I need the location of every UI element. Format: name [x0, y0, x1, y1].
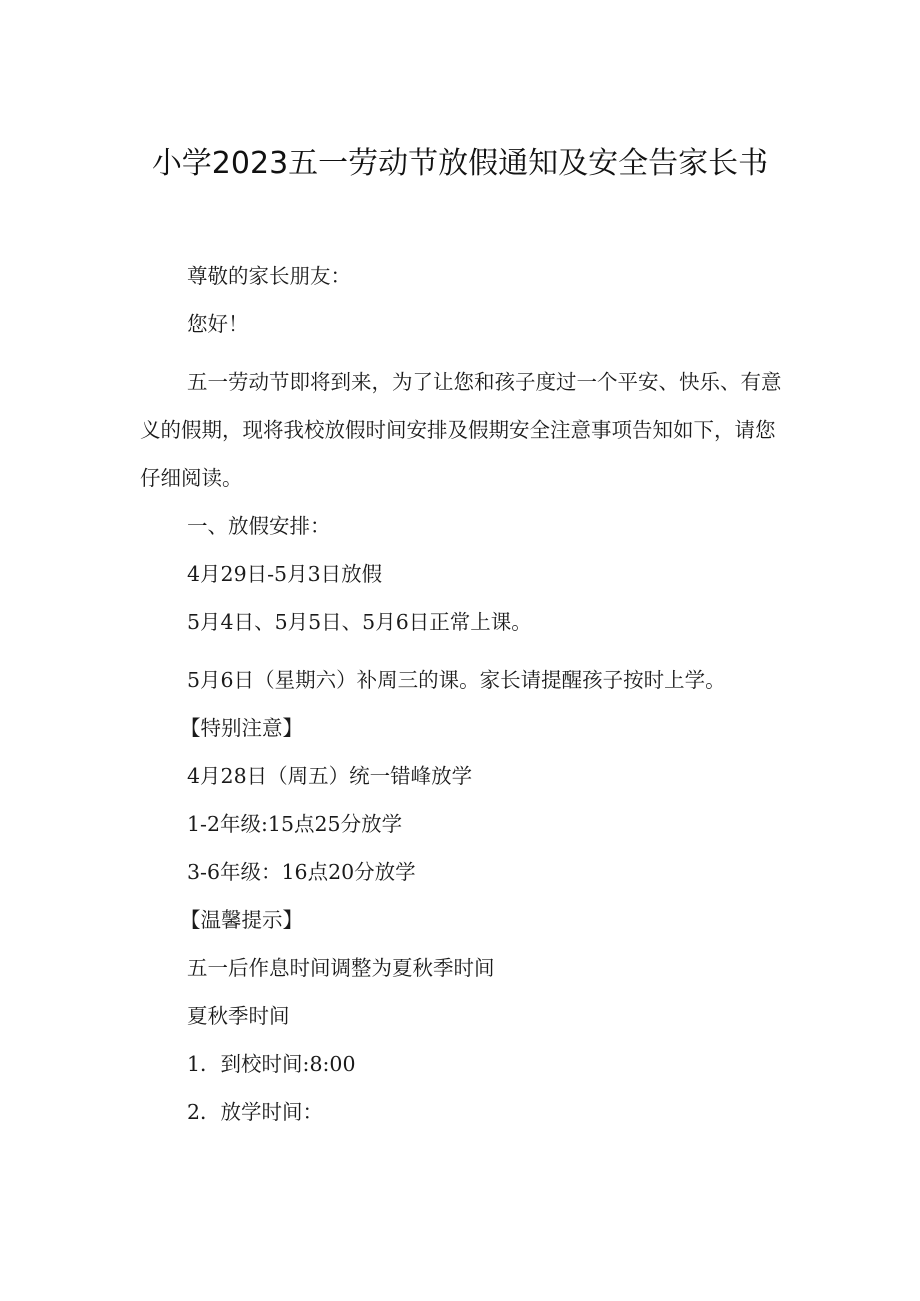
grade-1-2-dismissal: 1-2年级:15点25分放学: [187, 812, 403, 836]
special-notice-heading: 【特别注意】: [180, 716, 303, 740]
grade-3-6-dismissal: 3-6年级：16点20分放学: [187, 860, 416, 884]
holiday-dates: 4月29日-5月3日放假: [187, 562, 383, 586]
schedule-change-note: 五一后作息时间调整为夏秋季时间: [187, 956, 495, 980]
arrival-time: 1．到校时间:8:00: [187, 1052, 356, 1076]
document-body: [140, 262, 788, 1146]
summer-autumn-schedule: 夏秋季时间: [187, 1004, 290, 1028]
reminder-heading: 【温馨提示】: [180, 908, 303, 932]
makeup-class-note: 5月6日（星期六）补周三的课。家长请提醒孩子按时上学。: [187, 668, 726, 692]
greeting: 您好！: [187, 312, 249, 336]
salutation: 尊敬的家长朋友：: [187, 264, 351, 288]
document-title: 小学2023五一劳动节放假通知及安全告家长书: [151, 146, 769, 181]
normal-class-dates: 5月4日、5月5日、5月6日正常上课。: [187, 610, 532, 634]
intro-paragraph: 五一劳动节即将到来，为了让您和孩子度过一个平安、快乐、有意义的假期，现将我校放假时间安排及假期安全注意事项告知如下，请您仔细阅读。: [140, 370, 782, 490]
section-heading-holiday: 一、放假安排：: [187, 514, 331, 538]
dismissal-time: 2．放学时间：: [187, 1100, 324, 1124]
dismissal-note: 4月28日（周五）统一错峰放学: [187, 764, 473, 788]
